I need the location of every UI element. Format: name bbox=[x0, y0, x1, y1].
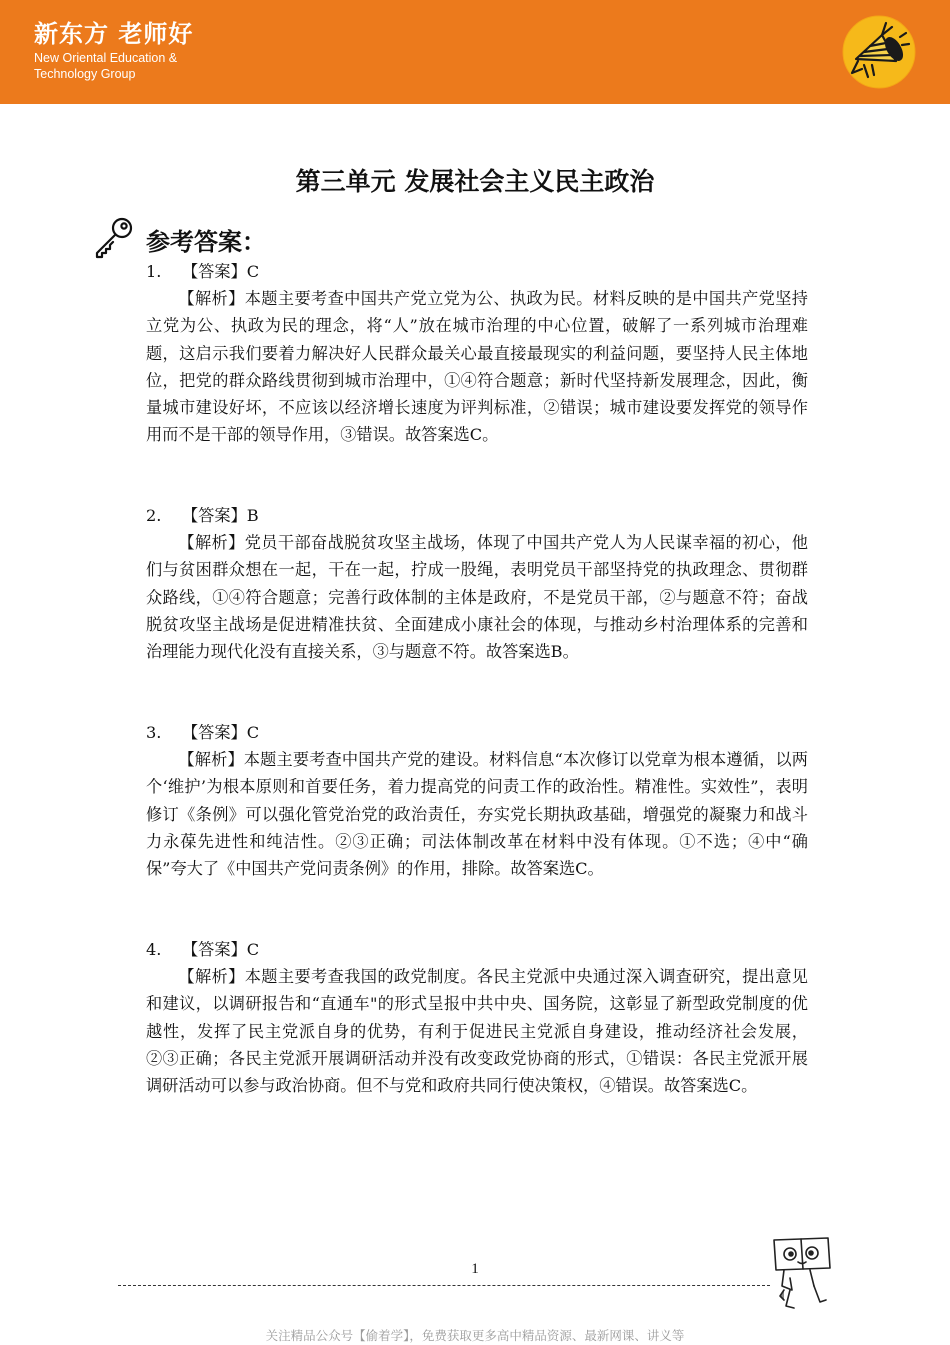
explanation-text: 【解析】本题主要考查我国的政党制度。各民主党派中央通过深入调查研究，提出意见和建议，以调研报告和“直通车"的形式呈报中共中央、国务院，这彰显了新型政党制度的优越性，发挥了民主党派自身的优势，有利于促进民主党派自身建设，推动经济社会发展，②③正确；各民主党派开展调研活动并没有改变政党协商的形式，①错误：各民主党派开展调研活动可以参与政治协商。但不与党和政府共同行使决策权，④错误。故答案选C。 bbox=[146, 967, 808, 1096]
brand-name-en-line1: New Oriental Education & bbox=[34, 51, 178, 65]
explanation-text: 【解析】党员干部奋战脱贫攻坚主战场，体现了中国共产党人为人民谋幸福的初心，他们与贫困群众想在一起，干在一起，拧成一股绳，表明党员干部坚持党的执政理念、贯彻群众路线，①④符合题意；完善行政体制的主体是政府，不是党员干部，②与题意不符；奋战脱贫攻坚主战场是促进精准扶贫、全面建成小康社会的体现，与推动乡村治理体系的完善和治理能力现代化没有直接关系，③与题意不符。故答案选B。 bbox=[146, 533, 808, 662]
brand-name-en-line2: Technology Group bbox=[34, 67, 136, 81]
answer-line bbox=[146, 502, 808, 529]
question-item bbox=[146, 936, 808, 1099]
footer-note: 关注精品公众号【偷着学】，免费获取更多高中精品资源、最新网课、讲义等 bbox=[265, 1328, 685, 1343]
key-icon bbox=[92, 215, 136, 259]
brand-name-cn: 新东方 老师好 bbox=[34, 20, 194, 48]
answer-line bbox=[146, 719, 808, 746]
question-number: 4. bbox=[146, 940, 162, 959]
answer-line bbox=[146, 936, 808, 963]
question-number: 2. bbox=[146, 506, 162, 525]
question-number: 3. bbox=[146, 723, 162, 742]
header-banner bbox=[0, 0, 950, 104]
megaphone-bee-icon bbox=[842, 15, 916, 89]
brand-name-en bbox=[34, 50, 234, 82]
answer-label: 【答案】C bbox=[182, 262, 260, 281]
section-heading: 参考答案： bbox=[146, 228, 266, 256]
question-item bbox=[146, 719, 808, 882]
explanation-text: 【解析】本题主要考查中国共产党的建设。材料信息“本次修订以党章为根本遵循，以两个‘维护’为根本原则和首要任务，着力提高党的问责工作的政治性。精准性。实效性”，表明修订《条例》可以强化管党治党的政治责任，夯实党长期执政基础，增强党的凝聚力和战斗力永葆先进性和纯洁性。②③正确；司法体制改革在材料中没有体现。①不选；④中“确保”夸大了《中国共产党问责条例》的作用，排除。故答案选C。 bbox=[146, 750, 808, 879]
question-item bbox=[146, 502, 808, 665]
question-number: 1. bbox=[146, 262, 162, 281]
reading-mascot-icon bbox=[770, 1234, 832, 1314]
question-item bbox=[146, 258, 808, 448]
footer-divider bbox=[118, 1285, 770, 1286]
answer-label: 【答案】C bbox=[182, 723, 260, 742]
page-number: 1 bbox=[471, 1261, 479, 1277]
explanation-text: 【解析】本题主要考查中国共产党立党为公、执政为民。材料反映的是中国共产党坚持立党为公、执政为民的理念，将“人”放在城市治理的中心位置，破解了一系列城市治理难题，这启示我们要着力解决好人民群众最关心最直接最现实的利益问题，要坚持人民主体地位，把党的群众路线贯彻到城市治理中，①④符合题意；新时代坚持新发展理念，因此，衡量城市建设好坏，不应该以经济增长速度为评判标准，②错误；城市建设要发挥党的领导作用而不是干部的领导作用，③错误。故答案选C。 bbox=[146, 289, 808, 445]
answer-label: 【答案】B bbox=[182, 506, 259, 525]
answer-line bbox=[146, 258, 808, 285]
document-title: 第三单元 发展社会主义民主政治 bbox=[295, 167, 655, 196]
answer-label: 【答案】C bbox=[182, 940, 260, 959]
